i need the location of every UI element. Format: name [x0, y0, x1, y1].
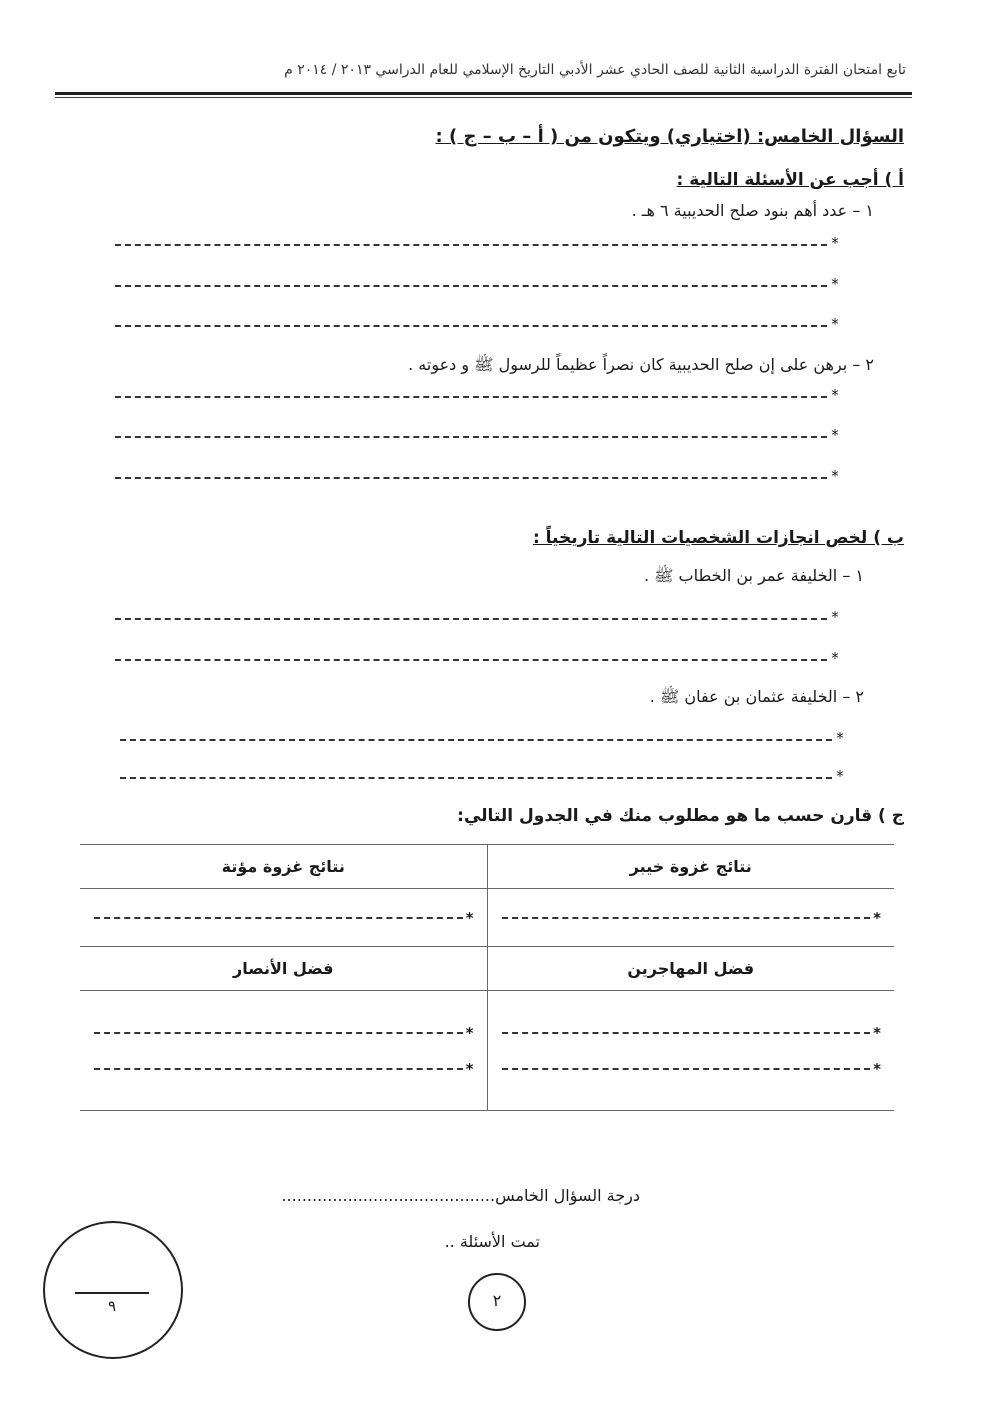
cell-answer-line[interactable]: [80, 900, 487, 936]
part-a-question-2: ٢ – برهن على إن صلح الحديبية كان نصراً عظيماً للرسول ﷺ و دعوته .: [408, 355, 874, 374]
answer-line[interactable]: [115, 396, 827, 398]
bullet-star: *: [831, 426, 839, 444]
bullet-star: *: [465, 1059, 474, 1078]
bullet-star: *: [836, 767, 844, 785]
table-header-ansar: فضل الأنصار: [80, 947, 487, 991]
bullet-star: *: [831, 275, 839, 293]
table-cell-muhajirun-answers: [487, 991, 894, 1111]
question5-title: السؤال الخامس: (اختياري) ويتكون من ( أ – ب – ج ) :: [435, 126, 904, 147]
bullet-star: *: [831, 608, 839, 626]
answer-line[interactable]: [115, 436, 827, 438]
table-header-mutah: نتائج غزوة مؤتة: [80, 845, 487, 889]
end-of-questions: تمت الأسئلة ..: [444, 1232, 540, 1251]
dashed-line: [502, 1068, 871, 1070]
part-b-heading: ب ) لخص انجازات الشخصيات التالية تاريخياً :: [532, 528, 904, 548]
grade-label: درجة السؤال الخامس..........................................: [281, 1186, 640, 1205]
answer-line[interactable]: [115, 285, 827, 287]
cell-answer-line[interactable]: [488, 1015, 895, 1051]
answer-line[interactable]: [115, 325, 827, 327]
bullet-star: *: [831, 234, 839, 252]
page-number: ٢: [468, 1273, 526, 1331]
score-max: ٩: [107, 1297, 117, 1315]
answer-line[interactable]: [115, 477, 827, 479]
answer-line[interactable]: [115, 618, 827, 620]
answer-line[interactable]: [120, 777, 832, 779]
table-cell-mutah-answers: [80, 889, 487, 947]
cell-answer-line[interactable]: [80, 1051, 487, 1087]
bullet-star: *: [831, 649, 839, 667]
dashed-line: [94, 917, 463, 919]
dashed-line: [94, 1068, 463, 1070]
comparison-table: [80, 844, 894, 1111]
page-header-title: تابع امتحان الفترة الدراسية الثانية للصف الحادي عشر الأدبي التاريخ الإسلامي للعام الدراسي ٢٠١٣ / ٢٠١٤ م: [284, 62, 906, 78]
bullet-star: *: [831, 467, 839, 485]
part-a-heading: أ ) أجب عن الأسئلة التالية :: [676, 170, 904, 190]
header-rule-thin: [55, 97, 912, 98]
part-c-heading: ج ) قارن حسب ما هو مطلوب منك في الجدول التالي:: [457, 806, 904, 826]
answer-line[interactable]: [115, 659, 827, 661]
bullet-star: *: [873, 908, 881, 927]
part-b-question-2: ٢ – الخليفة عثمان بن عفان ﷺ .: [649, 687, 864, 706]
score-circle: [43, 1221, 183, 1359]
answer-line[interactable]: [120, 739, 832, 741]
bullet-star: *: [873, 1023, 881, 1042]
table-header-khaybar: نتائج غزوة خيبر: [487, 845, 894, 889]
answer-line[interactable]: [115, 244, 827, 246]
bullet-star: *: [836, 729, 844, 747]
bullet-star: *: [873, 1059, 881, 1078]
dashed-line: [94, 1032, 463, 1034]
dashed-line: [502, 917, 871, 919]
bullet-star: *: [831, 315, 839, 333]
bullet-star: *: [831, 386, 839, 404]
bullet-star: *: [465, 1023, 474, 1042]
dashed-line: [502, 1032, 871, 1034]
cell-answer-line[interactable]: [488, 900, 895, 936]
part-b-question-1: ١ – الخليفة عمر بن الخطاب ﷺ .: [643, 566, 864, 585]
header-rule-thick: [55, 92, 912, 95]
table-cell-ansar-answers: [80, 991, 487, 1111]
score-fraction-line: [75, 1292, 149, 1294]
cell-answer-line[interactable]: [80, 1015, 487, 1051]
part-a-question-1: ١ – عدد أهم بنود صلح الحديبية ٦ هـ .: [631, 201, 874, 220]
bullet-star: *: [465, 908, 474, 927]
table-cell-khaybar-answers: [487, 889, 894, 947]
table-header-muhajirun: فضل المهاجرين: [487, 947, 894, 991]
cell-answer-line[interactable]: [488, 1051, 895, 1087]
